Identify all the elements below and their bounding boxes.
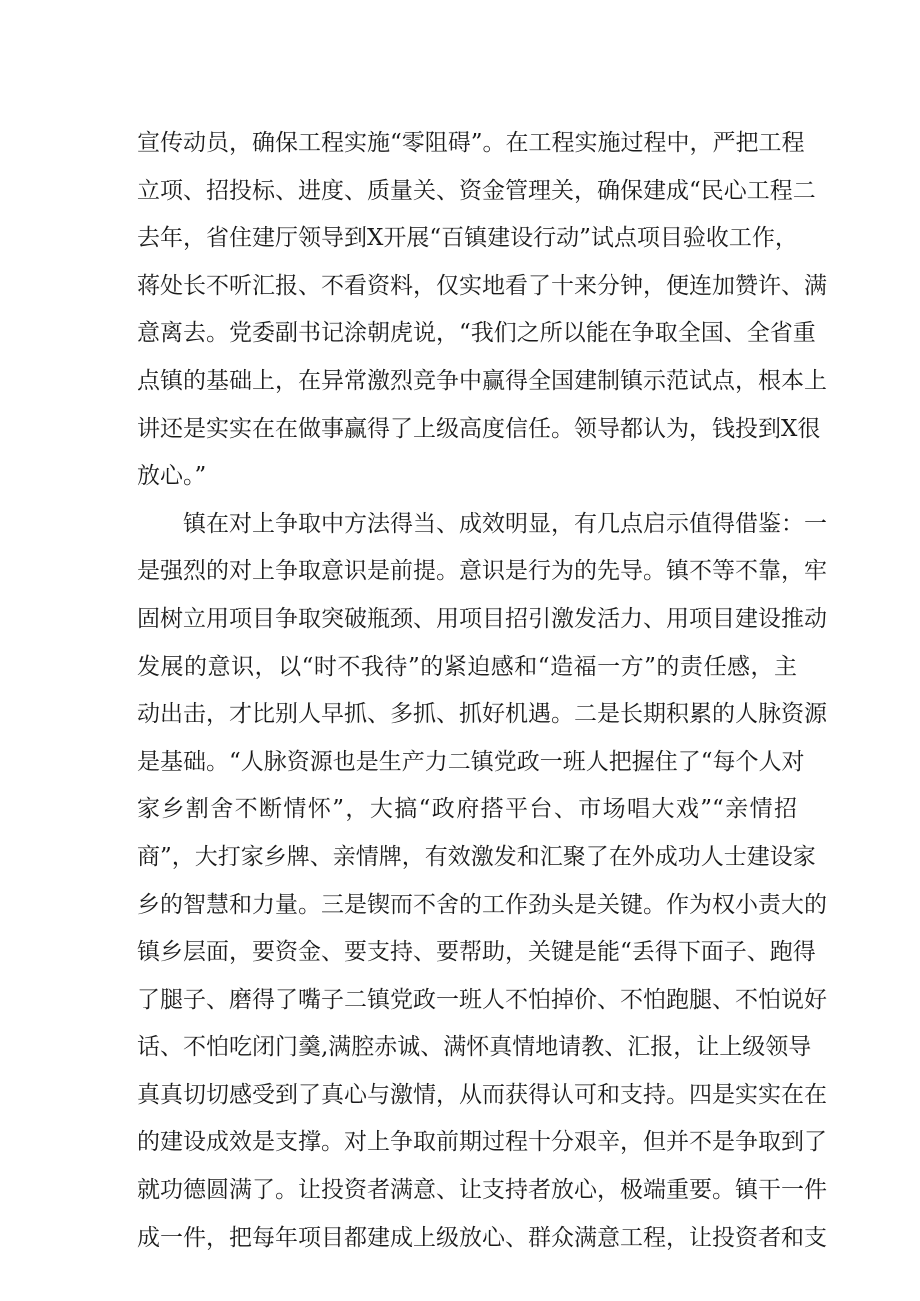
text-line: 是强烈的对上争取意识是前提。意识是行为的先导。镇不等不靠，牢: [137, 558, 827, 585]
text-line: 意离去。党委副书记涂朝虎说，“我们之所以能在争取全国、全省重: [137, 320, 816, 347]
text-line: 是基础。“人脉资源也是生产力二镇党政一班人把握住了“每个人对: [137, 748, 805, 775]
text-line: 立项、招投标、进度、质量关、资金管理关，确保建成“民心工程二: [137, 177, 816, 204]
text-line: 商”，大打家乡牌、亲情牌，有效激发和汇聚了在外成功人士建设家: [137, 843, 816, 870]
text-line: 乡的智慧和力量。三是锲而不舍的工作劲头是关键。作为权小责大的: [137, 891, 827, 918]
text-line: 去年，省住建厅领导到X开展“百镇建设行动”试点项目验收工作，: [137, 225, 798, 252]
text-line: 镇在对上争取中方法得当、成效明显，有几点启示值得借鉴：一: [137, 510, 827, 537]
text-line: 蒋处长不听汇报、不看资料，仅实地看了十来分钟，便连加赞许、满: [137, 272, 827, 299]
text-line: 的建设成效是支撑。对上争取前期过程十分艰辛，但并不是争取到了: [137, 1129, 827, 1156]
text-line: 讲还是实实在在做事赢得了上级高度信任。领导都认为，钱投到X很: [137, 415, 821, 442]
text-line: 了腿子、磨得了嘴子二镇党政一班人不怕掉价、不怕跑腿、不怕说好: [137, 986, 827, 1013]
text-line: 成一件，把每年项目都建成上级放心、群众满意工程，让投资者和支: [137, 1224, 827, 1251]
text-line: 发展的意识，以“时不我待”的紧迫感和“造福一方”的责任感，主: [137, 653, 797, 680]
text-line: 动出击，才比别人早抓、多抓、抓好机遇。二是长期积累的人脉资源: [137, 701, 827, 728]
text-line: 放心。”: [137, 463, 207, 490]
text-line: 话、不怕吃闭门羹,满腔赤诚、满怀真情地请教、汇报，让上级领导: [137, 1034, 812, 1061]
text-line: 宣传动员，确保工程实施“零阻碍”。在工程实施过程中，严把工程: [137, 130, 805, 156]
text-line: 镇乡层面，要资金、要支持、要帮助，关键是能“丢得下面子、跑得: [137, 939, 816, 966]
text-line: 固树立用项目争取突破瓶颈、用项目招引激发活力、用项目建设推动: [137, 605, 827, 632]
text-line: 真真切切感受到了真心与激情，从而获得认可和支持。四是实实在在: [137, 1081, 827, 1108]
text-line: 家乡割舍不断情怀”，大搞“政府搭平台、市场唱大戏”“亲情招: [137, 796, 797, 823]
body-text: [137, 120, 827, 1262]
text-line: 点镇的基础上，在异常激烈竞争中赢得全国建制镇示范试点，根本上: [137, 367, 827, 394]
text-line: 就功德圆满了。让投资者满意、让支持者放心，极端重要。镇干一件: [137, 1177, 827, 1204]
